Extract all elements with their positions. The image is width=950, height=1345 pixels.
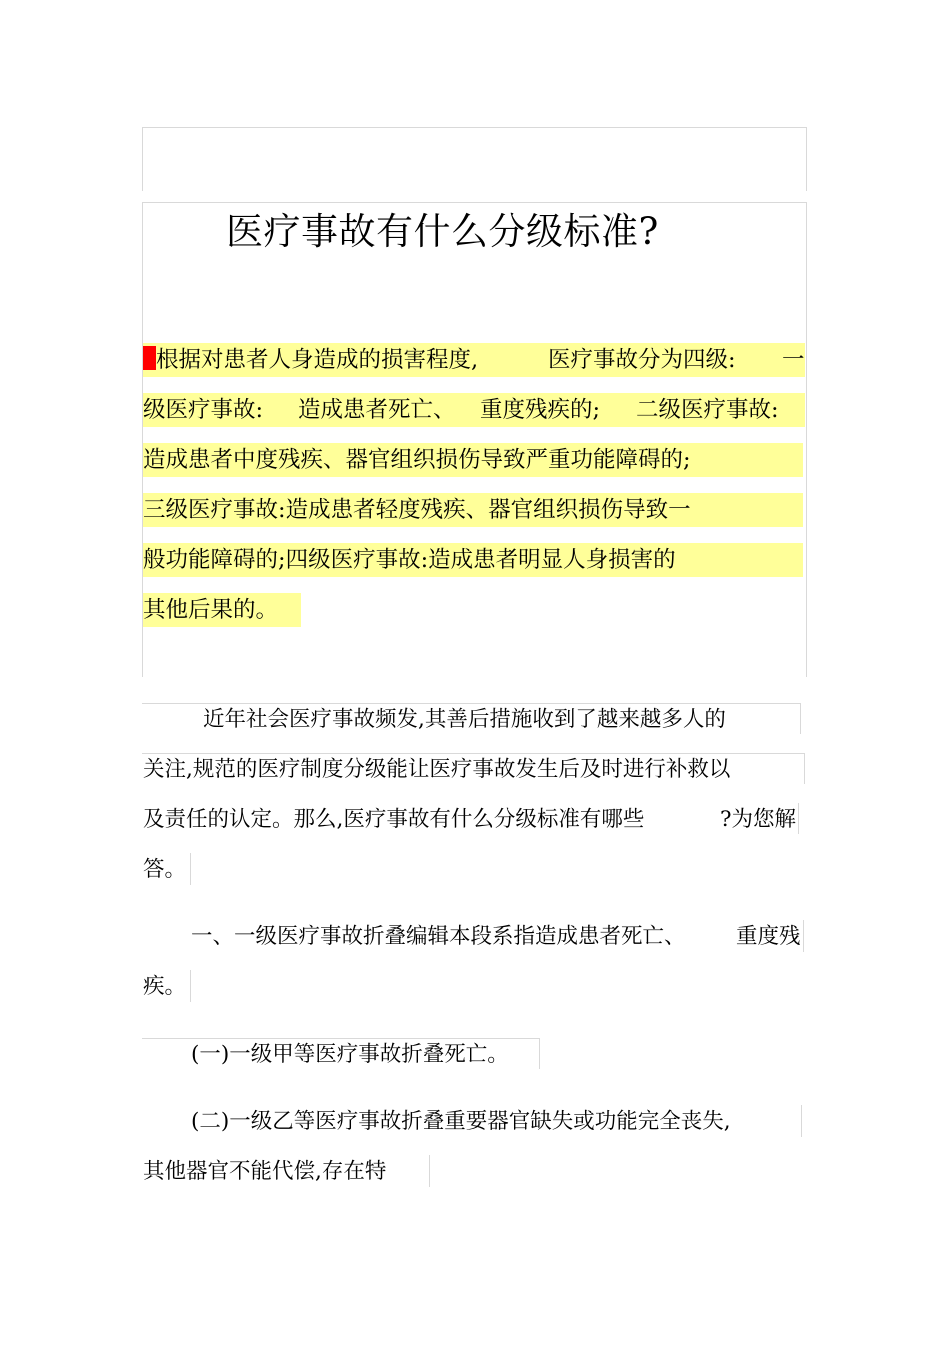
- summary-line: 造成患者中度残疾、器官组织损伤导致严重功能障碍的;: [143, 447, 691, 473]
- summary-line: 三级医疗事故:造成患者轻度残疾、器官组织损伤导致一: [143, 497, 691, 523]
- summary-line: 其他后果的。: [143, 597, 279, 623]
- divider: [429, 1155, 430, 1187]
- summary-line: 医疗事故分为四级:: [548, 347, 736, 373]
- intro-line: 近年社会医疗事故频发,其善后措施收到了越来越多人的: [203, 707, 726, 732]
- divider: [803, 920, 804, 952]
- divider: [190, 853, 191, 885]
- section-heading: 重度残: [736, 924, 801, 949]
- section-text: 疾。: [143, 974, 187, 999]
- intro-line: 答。: [143, 857, 187, 882]
- page-title: 医疗事故有什么分级标准?: [226, 210, 659, 253]
- list-item: 其他器官不能代偿,存在特: [143, 1159, 387, 1184]
- summary-line: 一: [782, 347, 805, 373]
- divider: [190, 970, 191, 1002]
- header-frame: [142, 127, 807, 191]
- intro-line: ?为您解: [720, 807, 797, 832]
- intro-line: 及责任的认定。那么,医疗事故有什么分级标准有哪些: [143, 807, 645, 832]
- summary-line: 二级医疗事故:: [636, 397, 779, 423]
- divider: [801, 1105, 802, 1137]
- section-heading: 一、一级医疗事故折叠编辑本段系指造成患者死亡、: [191, 924, 686, 949]
- summary-line: 造成患者死亡、: [298, 397, 456, 423]
- list-item: (二)一级乙等医疗事故折叠重要器官缺失或功能完全丧失,: [191, 1109, 731, 1134]
- summary-line: 根据对患者人身造成的损害程度,: [156, 347, 479, 373]
- marker-icon: [143, 346, 156, 370]
- list-item: (一)一级甲等医疗事故折叠死亡。: [191, 1042, 509, 1067]
- intro-line: 关注,规范的医疗制度分级能让医疗事故发生后及时进行补救以: [143, 757, 731, 782]
- summary-line: 重度残疾的;: [480, 397, 601, 423]
- summary-line: 般功能障碍的;四级医疗事故:造成患者明显人身损害的: [143, 547, 676, 573]
- summary-line: 级医疗事故:: [143, 397, 264, 423]
